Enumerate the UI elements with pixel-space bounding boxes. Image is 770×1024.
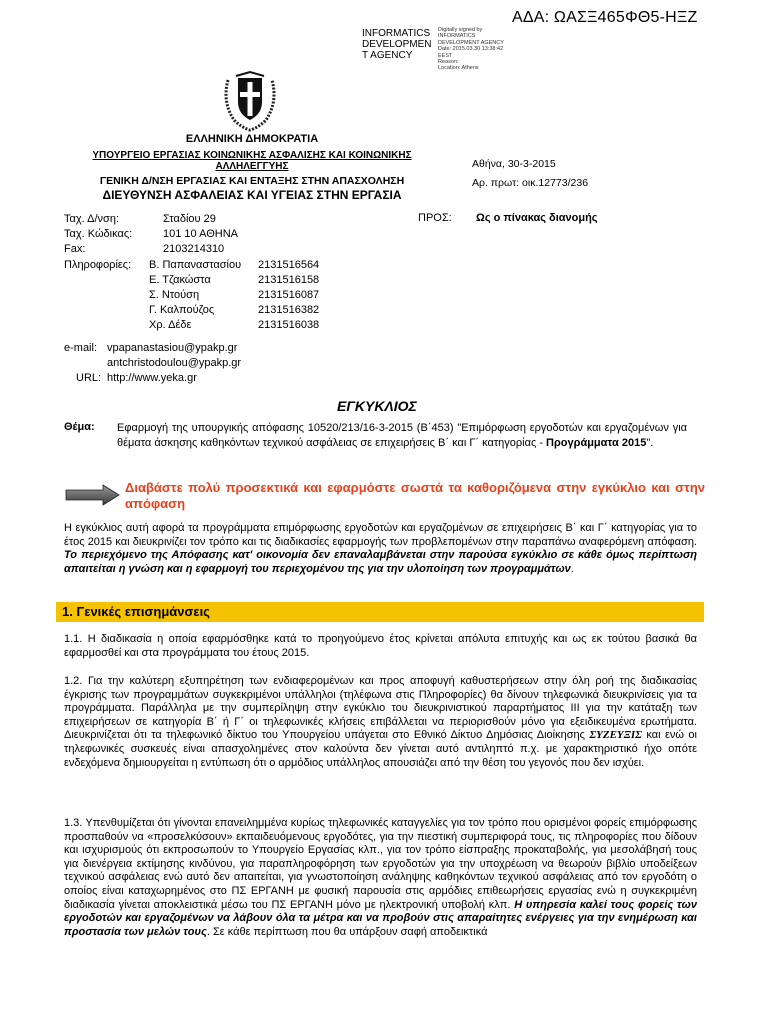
document-date: Αθήνα, 30-3-2015 xyxy=(472,158,556,170)
website-link[interactable]: http://www.yeka.gr xyxy=(107,372,197,385)
directorate: ΔΙΕΥΘΥΝΣΗ ΑΣΦΑΛΕΙΑΣ ΚΑΙ ΥΓΕΙΑΣ ΣΤΗΝ ΕΡΓΑΣΙΑ xyxy=(102,188,402,202)
contact-phone: 2131516382 xyxy=(258,304,320,317)
contact-phone: 2131516087 xyxy=(258,288,320,301)
digital-signature-details: Digitally signed by INFORMATICS DEVELOPMENT AGENCY Date: 2015.03.30 13:38:42 EEST Reason: Location: Athens xyxy=(438,27,504,72)
warning-notice: Διαβάστε πολύ προσεκτικά και εφαρμόστε σωστά τα καθοριζόμενα στην εγκύκλιο και στην απόφαση xyxy=(125,480,705,511)
contact-block: Ταχ. Δ/νση: Σταδίου 29 Ταχ. Κώδικας: 101 10 ΑΘΗΝΑ Fax: 2103214310 Πληροφορίες: Β. Παπαναστασίου 2131516564 Ε. Τζακώστα 2131516158 Σ. Ντούση 2131516087 Γ. Καλπούζος 2131516382 Χρ. Δέδε 2131516038 xyxy=(64,212,394,334)
contact-person: Β. Παπαναστασίου xyxy=(149,258,242,271)
email-url-block: e-mail: vpapanastasiou@ypakp.gr antchristodoulou@ypakp.gr URL: http://www.yeka.gr xyxy=(64,341,394,387)
contact-person: Ε. Τζακώστα xyxy=(149,273,211,286)
section-heading: 1. Γενικές επισημάνσεις xyxy=(56,602,704,622)
directorate-general: ΓΕΝΙΚΗ Δ/ΝΣΗ ΕΡΓΑΣΙΑΣ ΚΑΙ ΕΝΤΑΞΗΣ ΣΤΗΝ ΑΠΑΣΧΟΛΗΣΗ xyxy=(99,175,405,187)
contact-person: Γ. Καλπούζος xyxy=(149,304,215,317)
ada-code: ΑΔΑ: ΩΑΣΞ465ΦΘ5-ΗΞΖ xyxy=(512,9,698,26)
contact-person: Σ. Ντούση xyxy=(149,288,200,301)
email-link[interactable]: vpapanastasiou@ypakp.gr xyxy=(107,342,238,354)
subject-label: Θέμα: xyxy=(64,421,95,433)
recipient-value: Ως ο πίνακας διανομής xyxy=(476,212,598,224)
ministry-name: ΥΠΟΥΡΓΕΙΟ ΕΡΓΑΣΙΑΣ ΚΟΙΝΩΝΙΚΗΣ ΑΣΦΑΛΙΣΗΣ ΚΑΙ ΚΟΙΝΩΝΙΚΗΣ ΑΛΛΗΛΕΓΓΥΗΣ xyxy=(92,150,412,172)
contact-phone: 2131516038 xyxy=(258,319,320,332)
circular-title: ΕΓΚΥΚΛΙΟΣ xyxy=(337,398,417,414)
contact-person: Χρ. Δέδε xyxy=(149,319,192,332)
protocol-number: Αρ. πρωτ: οικ.12773/236 xyxy=(472,177,589,189)
subject-text: Εφαρμογή της υπουργικής απόφασης 10520/213/16-3-2015 (Β΄453) "Επιμόρφωση εργοδοτών και εργαζομένων για θέματα άσκησης καθηκόντων τεχνικού ασφάλειας σε επιχειρήσεις Β΄ και Γ΄ κατηγορίας - Προγράμματα 2015". xyxy=(117,422,687,449)
contact-phone: 2131516158 xyxy=(258,273,320,286)
paragraph-1-1: 1.1. Η διαδικασία η οποία εφαρμόσθηκε κατά το προηγούμενο έτος κρίνεται απόλυτα επιτυχής και ως εκ τούτου βασικά θα εφαρμοσθεί και στα προγράμματα του έτους 2015. xyxy=(64,633,697,659)
recipient-label: ΠΡΟΣ: xyxy=(418,212,452,224)
signer-agency: INFORMATICS DEVELOPMEN T AGENCY xyxy=(362,28,432,61)
address: Σταδίου 29 xyxy=(163,213,216,225)
paragraph-1-3: 1.3. Υπενθυμίζεται ότι γίνονται επανειλημμένα κυρίως τηλεφωνικές καταγγελίες για τον τρόπο που ορισμένοι φορείς επιμόρφωσης προσπαθούν να «προσελκύσουν» εκπαιδευόμενους εργοδότες, για την πιεστική συμπεριφορά τους, τις πληροφορίες που δίδουν και ισχυρισμούς ότι εκπροσωπούν το Υπουργείο Εργασίας κλπ., για τον τρόπο είσπραξης προκαταβολής, για μεσολάβησή τους για διενέργεια εκτίμησης κινδύνου, για παραπληροφόρηση των εργοδοτών για την υποχρέωση να θεωρούν βιβλίο υποδείξεων τεχνικού ασφάλειας ενώ αυτό δεν απαιτείται, για γνωστοποίηση ανάληψης καθηκόντων τεχνικού ασφάλειας από τον εργοδότη ο οποίος είναι καταχωρημένος στο ΠΣ ΕΡΓΑΝΗ με φυσική παρουσία στις αρμόδιες επιθεωρήσεις εργασίας ενώ η συγκεκριμένη διαδικασία γίνεται αποκλειστικά μέσω του ΠΣ ΕΡΓΑΝΗ μόνο με ηλεκτρονική υποβολή κλπ. Η υπηρεσία καλεί τους φορείς των εργοδοτών και εργαζομένων να λάβουν όλα τα μέτρα και να προβούν στις απαραίτητες ενέργειες για την ενημέρωση και προστασία των μελών τους. Σε κάθε περίπτωση που θα υπάρξουν σαφή αποδεικτικά xyxy=(64,817,697,938)
contact-phone: 2131516564 xyxy=(258,258,320,271)
zip-code: 101 10 ΑΘΗΝΑ xyxy=(163,228,238,241)
republic-title: ΕΛΛΗΝΙΚΗ ΔΗΜΟΚΡΑΤΙΑ xyxy=(185,133,319,145)
paragraph-1-2: 1.2. Για την καλύτερη εξυπηρέτηση των ενδιαφερομένων και προς αποφυγή καθυστερήσεων στην όλη ροή της διαδικασίας έγκρισης των προγραμμάτων συγκεκριμένοι υπάλληλοι (τηλέφωνα στις Πληροφορίες) θα δίνουν τηλεφωνικά διευκρινίσεις για τα προγράμματα. Παράλληλα με την συμπερίληψη στην εγκύκλιο του διευκρινιστικού παραρτήματος ΙΙΙ για την κατάταξη των επιχειρήσεων σε κατηγορία Β΄ ή Γ΄ οι τηλεφωνικές κλήσεις επιβάλλεται να περιορισθούν μόνο για εξειδικευμένα ερωτήματα. Διευκρινίζεται ότι τα τηλεφωνικό δίκτυο του Υπουργείου υπάγεται στο Εθνικό Δίκτυο Δημόσιας Διοίκησης ΣΥΖΕΥΞΙΣ και ενώ οι τηλεφωνικές συσκευές είναι απασχολημένες στον καλούντα δεν γίνεται αυτό αντιληπτό π.χ. με χαρακτηριστικό ήχο οπότε ενδεχόμενα δημιουργείται η εντύπωση ότι ο αρμόδιος υπάλληλος απουσιάζει από την θέση του γεγονός που δεν ισχύει. xyxy=(64,675,697,769)
intro-paragraph: Η εγκύκλιος αυτή αφορά τα προγράμματα επιμόρφωσης εργοδοτών και εργαζομένων σε επιχειρήσεις Β΄ και Γ΄ κατηγορίας για το έτος 2015 και διευκρινίζει τον τρόπο και τις διαδικασίες εφαρμογής των προβλεπομένων στην παραπάνω αναφερόμενη απόφαση. Το περιεχόμενο της Απόφασης κατ' οικονομία δεν επαναλαμβάνεται στην παρούσα εγκύκλιο σε κάθε όμως περίπτωση απαιτείται η γνώση και η εφαρμογή του περιεχομένου της για την υλοποίηση των προγραμμάτων. xyxy=(64,522,697,575)
greek-coat-of-arms-icon xyxy=(220,70,280,132)
email-link[interactable]: antchristodoulou@ypakp.gr xyxy=(107,357,242,370)
fax-number: 2103214310 xyxy=(163,243,225,256)
arrow-right-icon xyxy=(65,484,120,506)
